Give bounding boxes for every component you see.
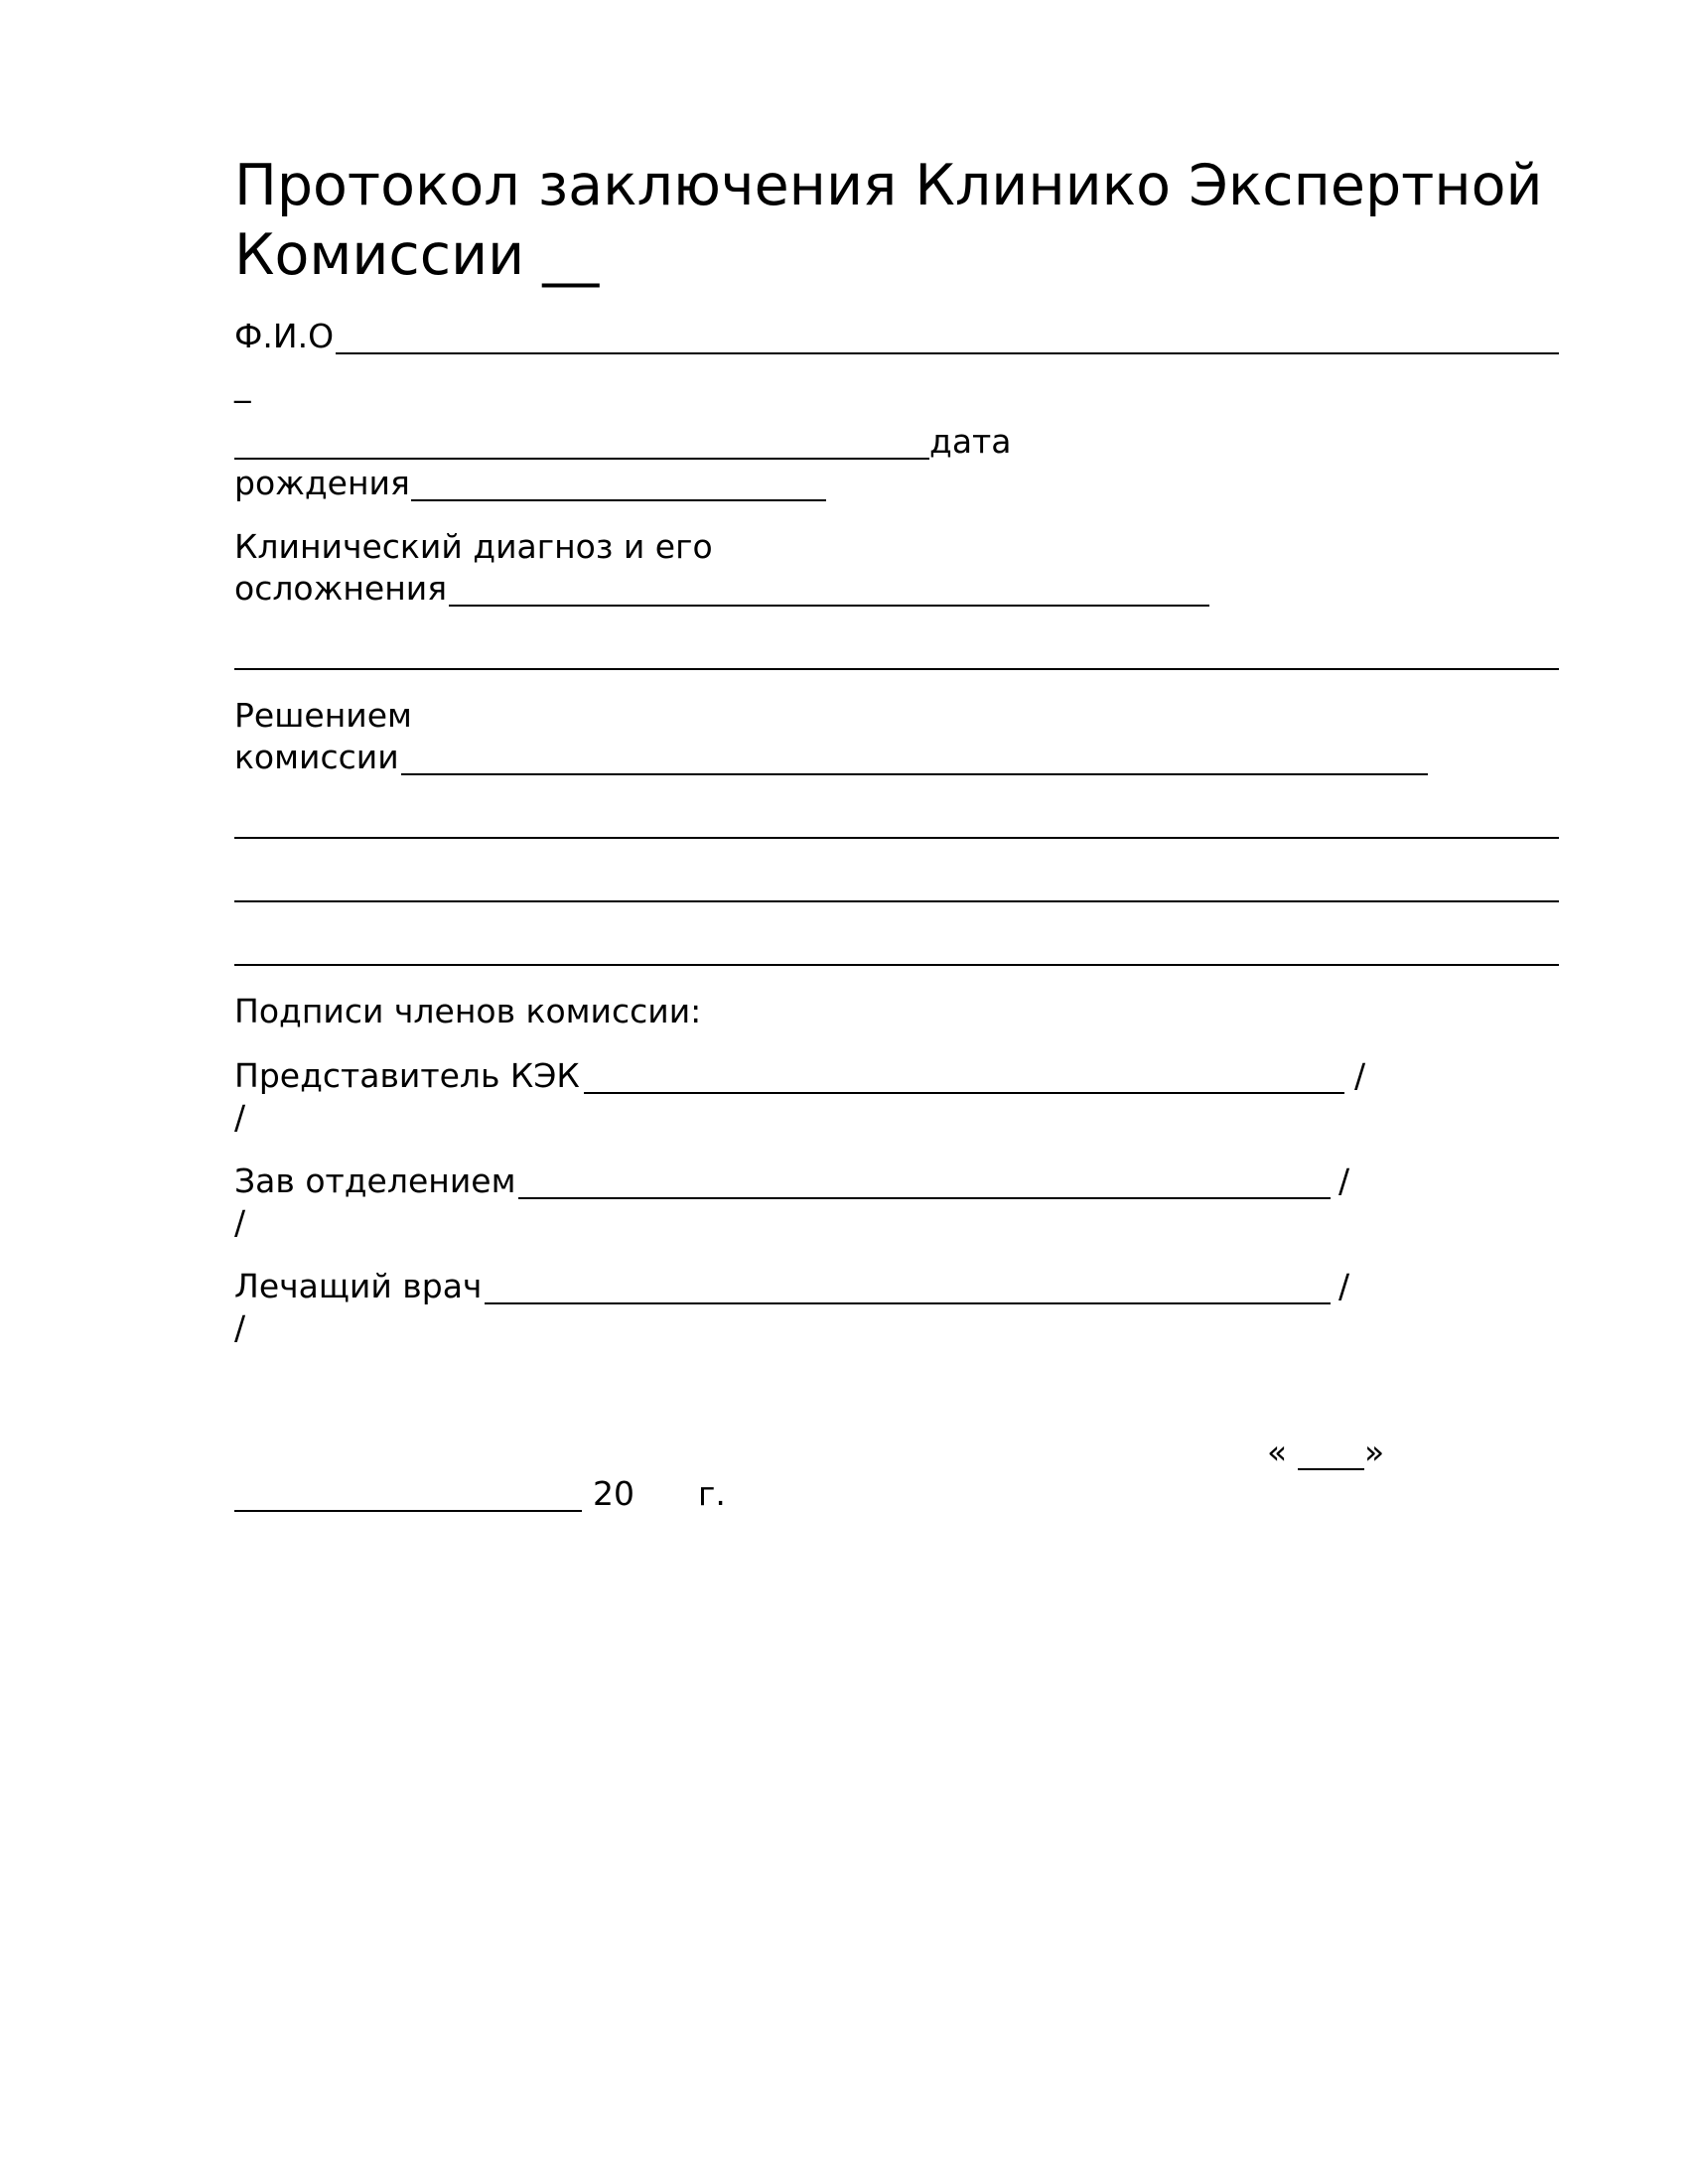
decision-field-line[interactable] bbox=[401, 773, 1428, 775]
diagnosis-field-line[interactable] bbox=[449, 605, 1209, 607]
signature-slash-kek-2: / bbox=[234, 1098, 246, 1137]
decision-extra-line-1[interactable] bbox=[234, 837, 1559, 839]
document-title: Протокол заключения Клинико Экспертной Комиссии __ bbox=[234, 153, 1543, 288]
date-quote-close: » bbox=[1364, 1433, 1385, 1471]
diagnosis-label-part2: осложнения bbox=[234, 569, 448, 608]
diagnosis-label-part1: Клинический диагноз и его bbox=[234, 527, 713, 566]
decision-label-part1: Решением bbox=[234, 696, 412, 735]
signature-line-kek[interactable] bbox=[584, 1092, 1344, 1094]
signature-slash-physician-1: / bbox=[1338, 1267, 1350, 1305]
date-month-line[interactable] bbox=[234, 1510, 582, 1512]
diagnosis-extra-line[interactable] bbox=[234, 668, 1559, 670]
birth-date-label-part2: рождения bbox=[234, 464, 410, 502]
decision-extra-line-2[interactable] bbox=[234, 900, 1559, 902]
date-quote-open: « bbox=[1267, 1433, 1288, 1471]
birth-date-field-line[interactable] bbox=[411, 499, 826, 501]
date-year-prefix: 20 bbox=[593, 1474, 634, 1513]
signatures-heading: Подписи членов комиссии: bbox=[234, 992, 702, 1030]
decision-extra-line-3[interactable] bbox=[234, 964, 1559, 966]
fio-field-line[interactable] bbox=[336, 352, 1559, 354]
fio-wrap-dash: _ bbox=[234, 364, 251, 403]
signature-line-physician[interactable] bbox=[485, 1302, 1331, 1304]
signature-slash-physician-2: / bbox=[234, 1308, 246, 1347]
signature-role-head: Зав отделением bbox=[234, 1161, 516, 1200]
date-year-suffix: г. bbox=[698, 1474, 726, 1513]
signature-line-head[interactable] bbox=[518, 1197, 1331, 1199]
date-day-line[interactable] bbox=[1298, 1468, 1364, 1470]
fio-continuation-line[interactable] bbox=[234, 458, 929, 460]
signature-role-physician: Лечащий врач bbox=[234, 1267, 483, 1305]
decision-label-part2: комиссии bbox=[234, 738, 399, 776]
signature-slash-kek-1: / bbox=[1354, 1056, 1366, 1095]
birth-date-label-part1: дата bbox=[929, 422, 1012, 461]
fio-label: Ф.И.О bbox=[234, 317, 335, 355]
signature-role-kek: Представитель КЭК bbox=[234, 1056, 580, 1095]
signature-slash-head-1: / bbox=[1338, 1161, 1350, 1200]
signature-slash-head-2: / bbox=[234, 1203, 246, 1242]
